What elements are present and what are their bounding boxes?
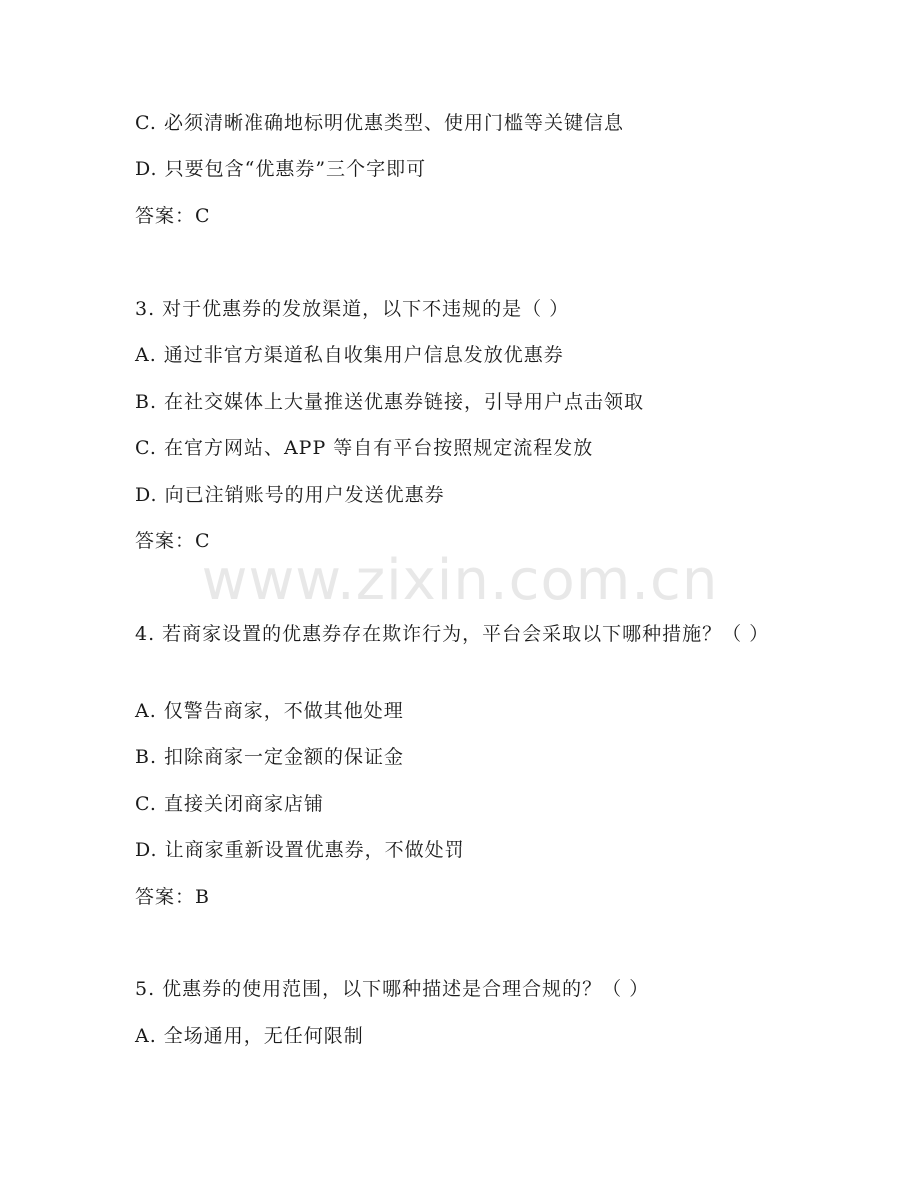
q4-option-d: D. 让商家重新设置优惠券，不做处罚 [135, 839, 465, 861]
q5-option-a: A. 全场通用，无任何限制 [135, 1025, 364, 1047]
q2-option-d: D. 只要包含“优惠券”三个字即可 [135, 158, 427, 180]
q4-option-b: B. 扣除商家一定金额的保证金 [135, 746, 405, 768]
watermark-text: www.zixin.com.cn [201, 548, 719, 613]
q3-answer: 答案：C [135, 530, 211, 552]
q4-option-a: A. 仅警告商家，不做其他处理 [135, 700, 404, 722]
q3-question: 3. 对于优惠券的发放渠道，以下不违规的是（ ） [135, 298, 570, 320]
q4-option-c: C. 直接关闭商家店铺 [135, 793, 324, 815]
q3-option-d: D. 向已注销账号的用户发送优惠券 [135, 484, 445, 506]
q4-question: 4. 若商家设置的优惠券存在欺诈行为，平台会采取以下哪种措施？（ ） [135, 623, 770, 645]
q3-option-a: A. 通过非官方渠道私自收集用户信息发放优惠券 [135, 344, 564, 366]
q2-answer: 答案：C [135, 205, 211, 227]
q3-option-c: C. 在官方网站、APP 等自有平台按照规定流程发放 [135, 437, 594, 459]
q2-option-c: C. 必须清晰准确地标明优惠类型、使用门槛等关键信息 [135, 112, 624, 134]
q3-option-b: B. 在社交媒体上大量推送优惠券链接，引导用户点击领取 [135, 391, 645, 413]
q4-answer: 答案：B [135, 886, 210, 908]
q5-question: 5. 优惠券的使用范围，以下哪种描述是合理合规的？（ ） [135, 978, 650, 1000]
